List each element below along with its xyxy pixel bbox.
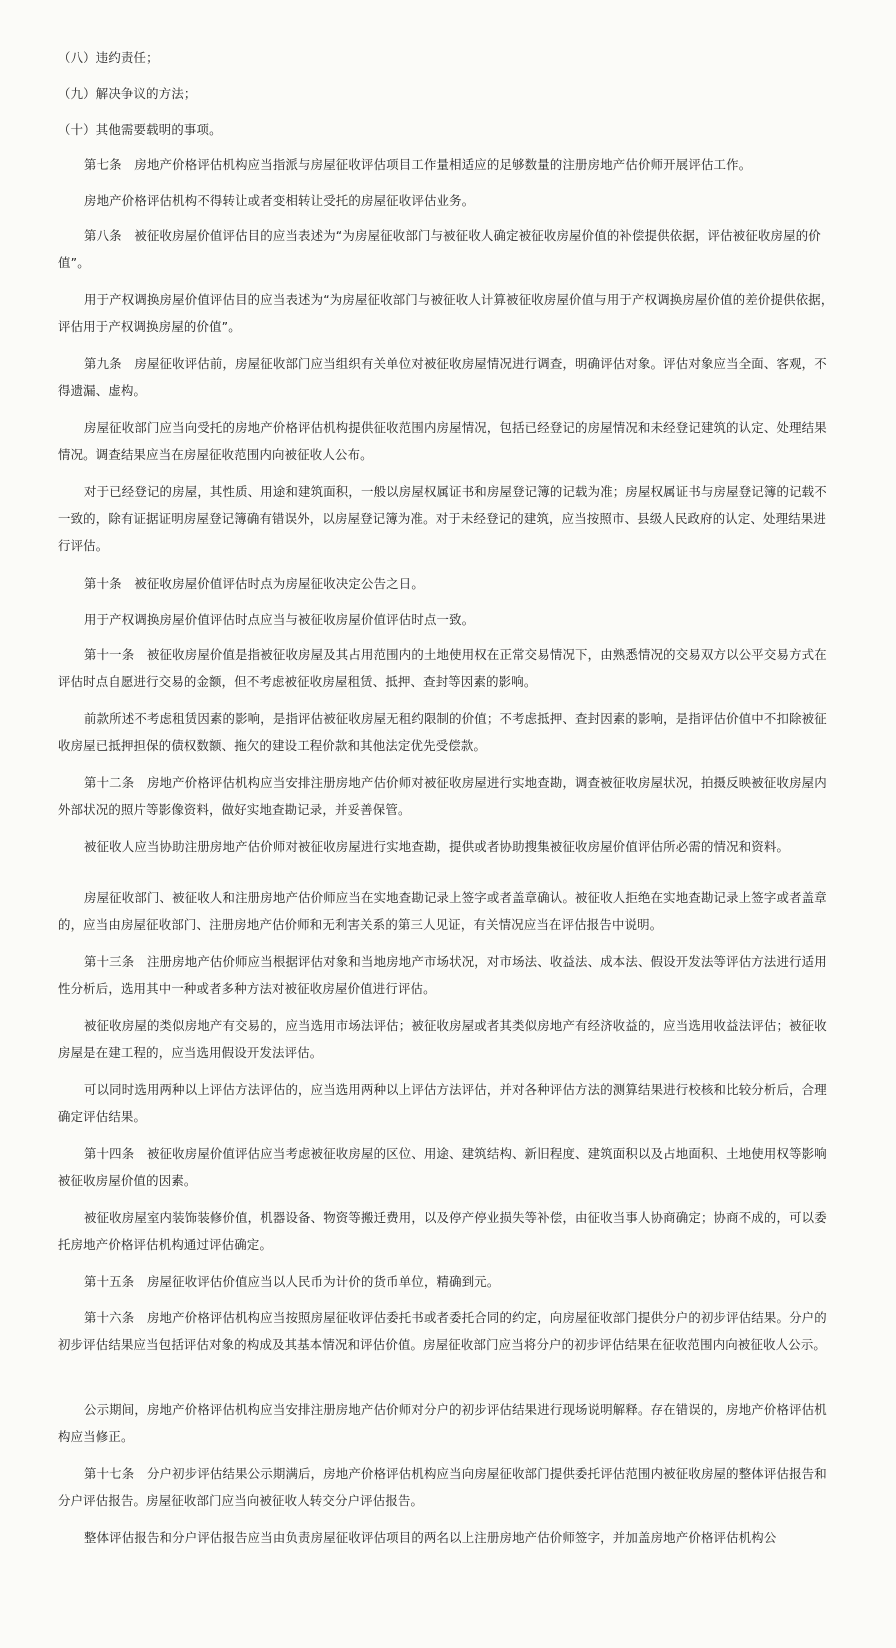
paragraph-12: 用于产权调换房屋价值评估时点应当与被征收房屋价值评估时点一致。 bbox=[84, 612, 475, 627]
paragraph-19: 被征收房屋的类似房地产有交易的，应当选用市场法评估；被征收房屋或者其类似房地产有经济收益的，应当选用收益法评估；被征收房屋是在建工程的，应当选用假设开发法评估。 bbox=[58, 1018, 827, 1060]
paragraph-16: 被征收人应当协助注册房地产估价师对被征收房屋进行实地查勘，提供或者协助搜集被征收房屋价值评估所必需的情况和资料。 bbox=[84, 839, 790, 854]
paragraph-8: 第九条 房屋征收评估前，房屋征收部门应当组织有关单位对被征收房屋情况进行调查，明确评估对象。评估对象应当全面、客观，不得遗漏、虚构。 bbox=[58, 356, 827, 398]
paragraph-9: 房屋征收部门应当向受托的房地产价格评估机构提供征收范围内房屋情况，包括已经登记的房屋情况和未经登记建筑的认定、处理结果情况。调查结果应当在房屋征收范围内向被征收人公布。 bbox=[58, 420, 827, 462]
paragraph-7: 用于产权调换房屋价值评估目的应当表述为“为房屋征收部门与被征收人计算被征收房屋价值与用于产权调换房屋价值的差价提供依据，评估用于产权调换房屋的价值”。 bbox=[58, 292, 834, 334]
paragraph-13: 第十一条 被征收房屋价值是指被征收房屋及其占用范围内的土地使用权在正常交易情况下，由熟悉情况的交易双方以公平交易方式在评估时点自愿进行交易的金额，但不考虑被征收房屋租赁、抵押、查封等因素的影响。 bbox=[58, 647, 827, 689]
paragraph-15: 第十二条 房地产价格评估机构应当安排注册房地产估价师对被征收房屋进行实地查勘，调查被征收房屋状况，拍摄反映被征收房屋内外部状况的照片等影像资料，做好实地查勘记录，并妥善保管。 bbox=[58, 775, 827, 817]
paragraph-6: 第八条 被征收房屋价值评估目的应当表述为“为房屋征收部门与被征收人确定被征收房屋价值的补偿提供依据，评估被征收房屋的价值”。 bbox=[58, 228, 821, 270]
paragraph-23: 第十五条 房屋征收评估价值应当以人民币为计价的货币单位，精确到元。 bbox=[84, 1274, 500, 1289]
paragraph-5: 房地产价格评估机构不得转让或者变相转让受托的房屋征收评估业务。 bbox=[84, 193, 475, 208]
paragraph-26: 第十七条 分户初步评估结果公示期满后，房地产价格评估机构应当向房屋征收部门提供委托评估范围内被征收房屋的整体评估报告和分户评估报告。房屋征收部门应当向被征收人转交分户评估报告。 bbox=[58, 1466, 827, 1508]
paragraph-21: 第十四条 被征收房屋价值评估应当考虑被征收房屋的区位、用途、建筑结构、新旧程度、建筑面积以及占地面积、土地使用权等影响被征收房屋价值的因素。 bbox=[58, 1146, 827, 1188]
paragraph-4: 第七条 房地产价格评估机构应当指派与房屋征收评估项目工作量相适应的足够数量的注册房地产估价师开展评估工作。 bbox=[84, 157, 752, 172]
paragraph-22: 被征收房屋室内装饰装修价值，机器设备、物资等搬迁费用，以及停产停业损失等补偿，由征收当事人协商确定；协商不成的，可以委托房地产价格评估机构通过评估确定。 bbox=[58, 1210, 827, 1252]
paragraph-14: 前款所述不考虑租赁因素的影响，是指评估被征收房屋无租约限制的价值；不考虑抵押、查封因素的影响，是指评估价值中不扣除被征收房屋已抵押担保的债权数额、拖欠的建设工程价款和其他法定优先受偿款。 bbox=[58, 711, 827, 753]
paragraph-17: 房屋征收部门、被征收人和注册房地产估价师应当在实地查勘记录上签字或者盖章确认。被征收人拒绝在实地查勘记录上签字或者盖章的，应当由房屋征收部门、注册房地产估价师和无利害关系的第三人见证，有关情况应当在评估报告中说明。 bbox=[58, 890, 827, 932]
paragraph-18: 第十三条 注册房地产估价师应当根据评估对象和当地房地产市场状况，对市场法、收益法、成本法、假设开发法等评估方法进行适用性分析后，选用其中一种或者多种方法对被征收房屋价值进行评估。 bbox=[58, 954, 827, 996]
paragraph-25: 公示期间，房地产价格评估机构应当安排注册房地产估价师对分户的初步评估结果进行现场说明解释。存在错误的，房地产价格评估机构应当修正。 bbox=[58, 1402, 827, 1444]
paragraph-20: 可以同时选用两种以上评估方法评估的，应当选用两种以上评估方法评估，并对各种评估方法的测算结果进行校核和比较分析后，合理确定评估结果。 bbox=[58, 1082, 827, 1124]
paragraph-3: （十）其他需要载明的事项。 bbox=[58, 122, 222, 137]
paragraph-11: 第十条 被征收房屋价值评估时点为房屋征收决定公告之日。 bbox=[84, 576, 424, 591]
paragraph-10: 对于已经登记的房屋，其性质、用途和建筑面积，一般以房屋权属证书和房屋登记簿的记载为准；房屋权属证书与房屋登记簿的记载不一致的，除有证据证明房屋登记簿确有错误外，以房屋登记簿为准。对于未经登记的建筑，应当按照市、县级人民政府的认定、处理结果进行评估。 bbox=[58, 484, 827, 553]
paragraph-1: （八）违约责任； bbox=[58, 50, 159, 65]
paragraph-27: 整体评估报告和分户评估报告应当由负责房屋征收评估项目的两名以上注册房地产估价师签字，并加盖房地产价格评估机构公 bbox=[84, 1530, 777, 1545]
paragraph-2: （九）解决争议的方法； bbox=[58, 86, 197, 101]
paragraph-24: 第十六条 房地产价格评估机构应当按照房屋征收评估委托书或者委托合同的约定，向房屋征收部门提供分户的初步评估结果。分户的初步评估结果应当包括评估对象的构成及其基本情况和评估价值。房屋征收部门应当将分户的初步评估结果在征收范围内向被征收人公示。 bbox=[58, 1310, 827, 1352]
